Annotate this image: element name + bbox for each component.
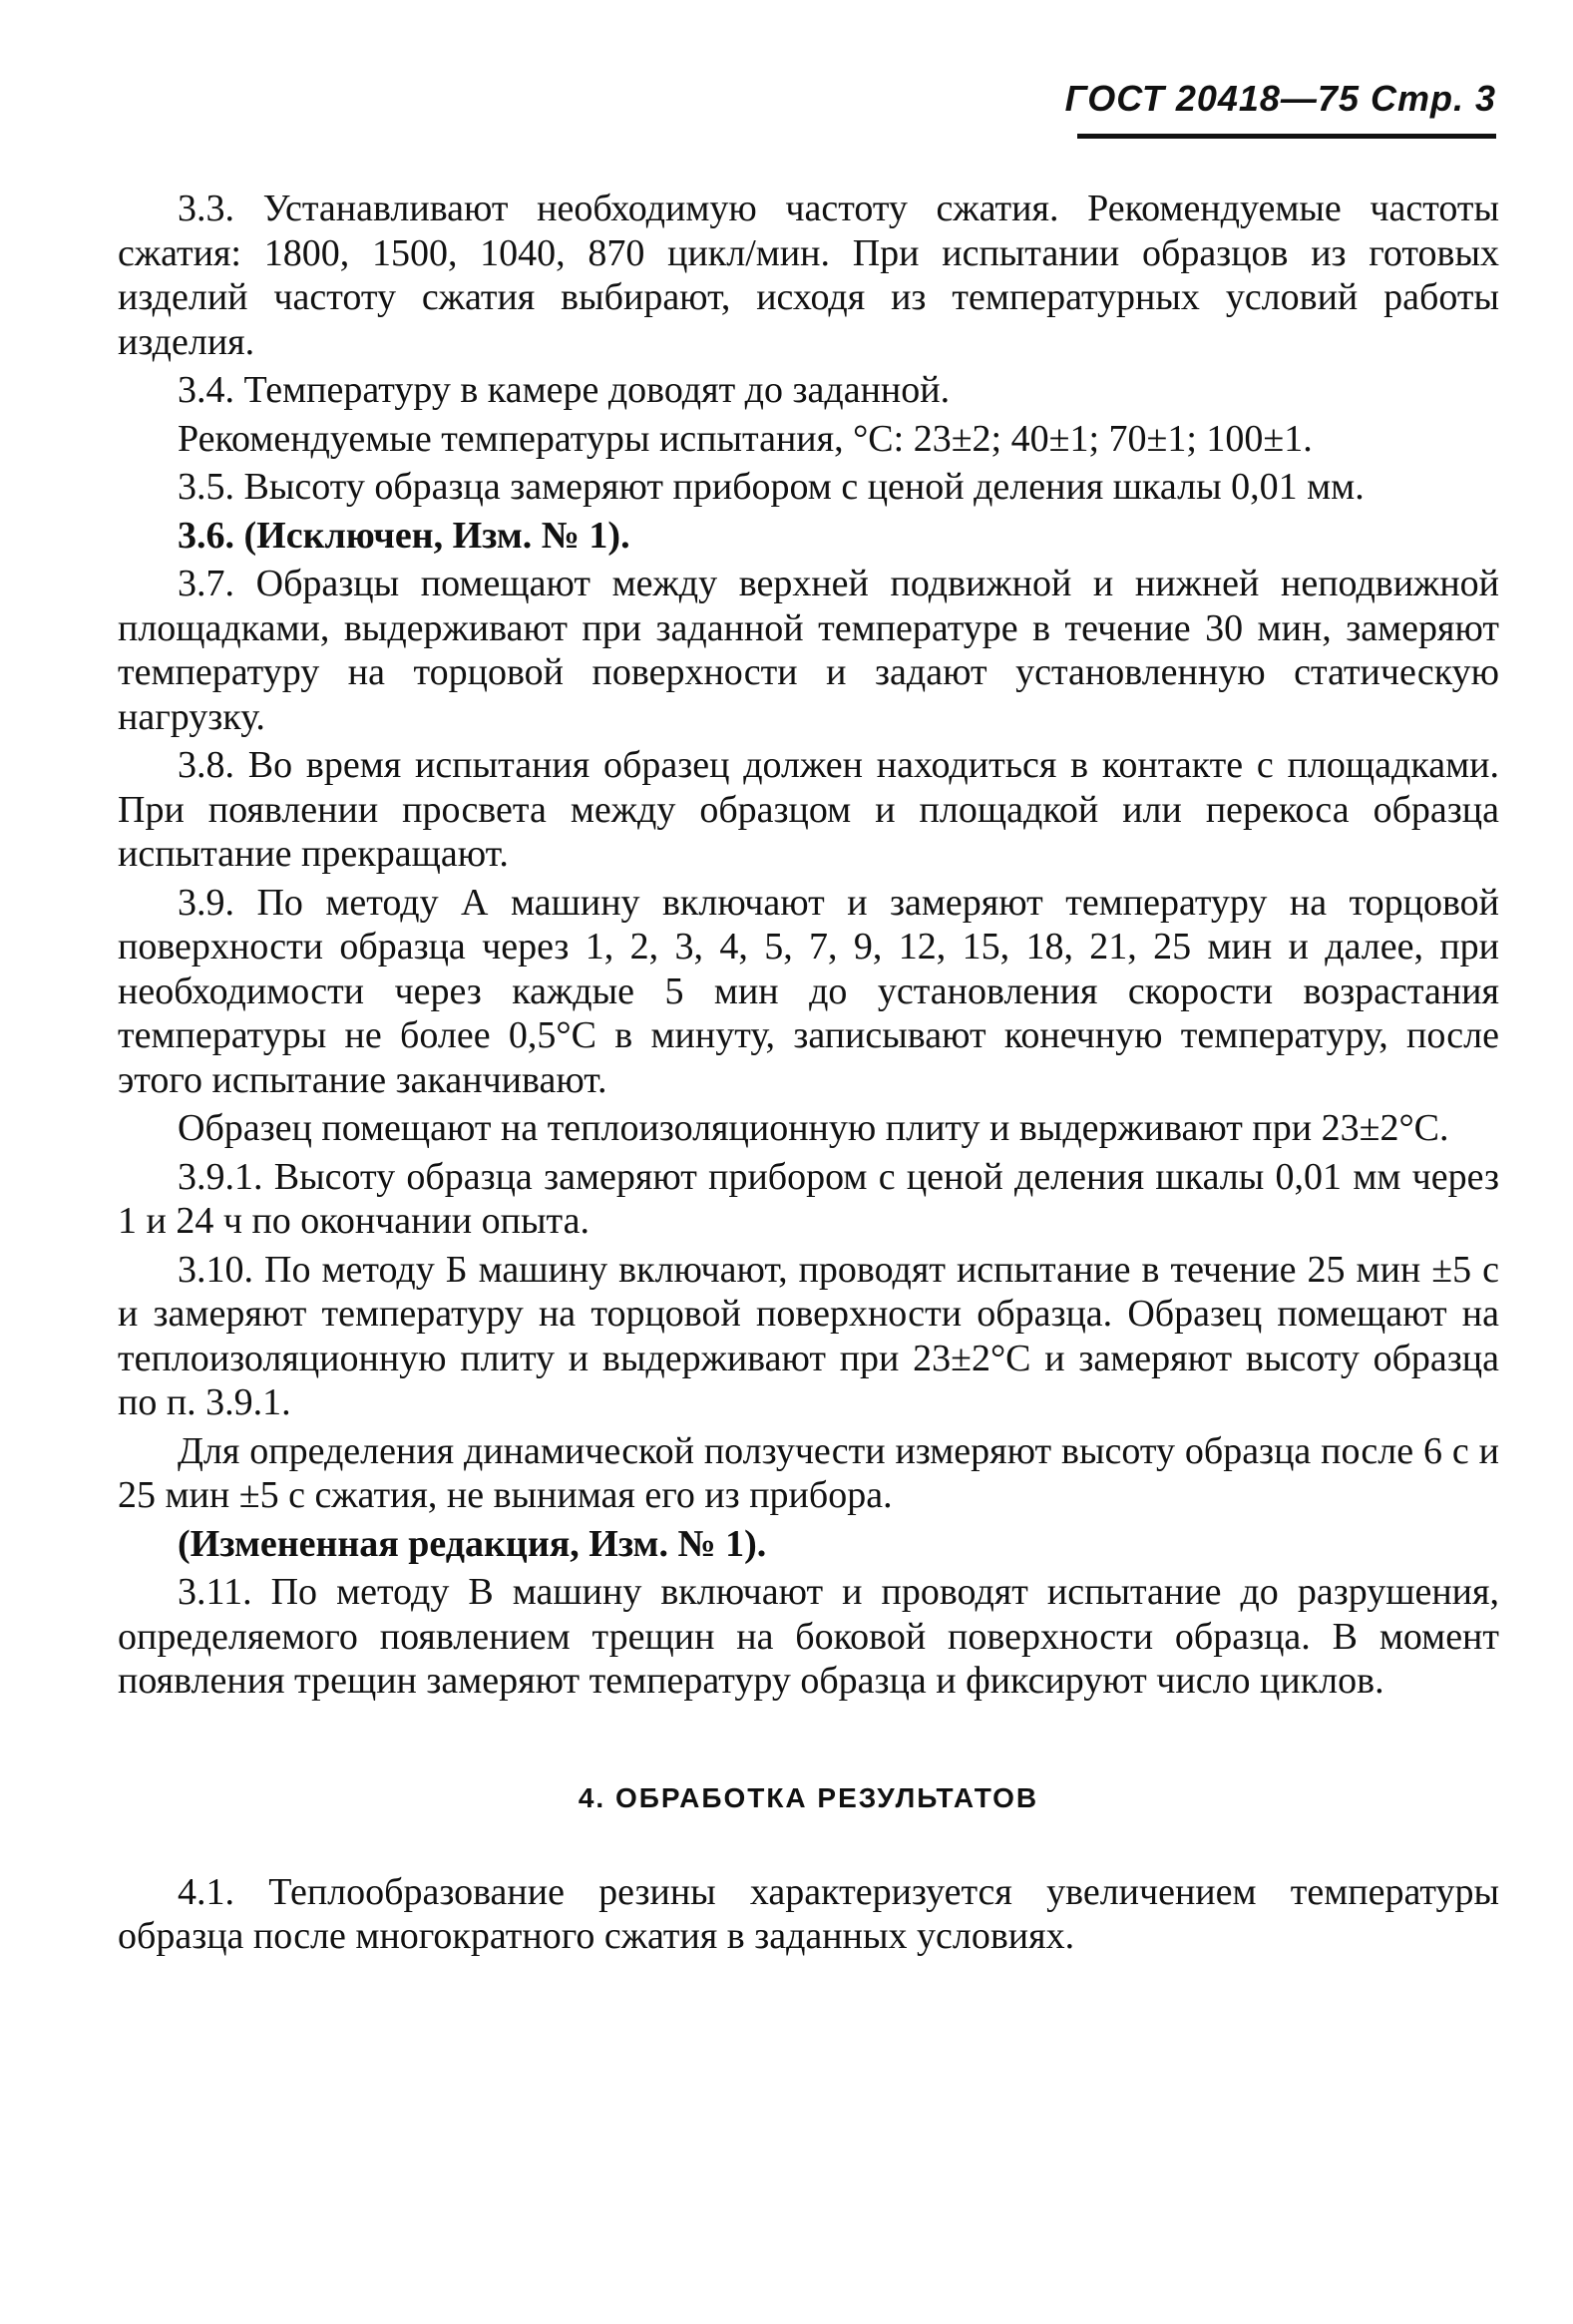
paragraph-3-9-1: 3.9.1. Высоту образца замеряют прибором с ценой деления шкалы 0,01 мм через 1 и 24 ч по окончании опыта. [118, 1155, 1499, 1242]
paragraph-3-5: 3.5. Высоту образца замеряют прибором с ценой деления шкалы 0,01 мм. [178, 466, 1365, 508]
paragraph-3-4: 3.4. Температуру в камере доводят до заданной. [178, 369, 951, 411]
paragraph-3-6: 3.6. (Исключен, Изм. № 1). [178, 514, 630, 557]
page-header [1064, 78, 1496, 139]
paragraph-3-9-continuation: Образец помещают на теплоизоляционную плиту и выдерживают при 23±2°С. [178, 1107, 1449, 1149]
paragraph-3-11: 3.11. По методу В машину включают и проводят испытание до разрушения, определяемого появлением трещин на боковой поверхности образца. В момент появления трещин замеряют температуру образца и фиксируют число циклов. [118, 1571, 1499, 1702]
paragraph-3-8: 3.8. Во время испытания образец должен находиться в контакте с площадками. При появлении просвета между образцом и площадкой или перекоса образца испытание прекращают. [118, 744, 1499, 875]
paragraph-3-10-creep: Для определения динамической ползучести измеряют высоту образца после 6 с и 25 мин ±5 с сжатия, не вынимая его из прибора. [118, 1429, 1499, 1516]
paragraph-4-1: 4.1. Теплообразование резины характеризуется увеличением температуры образца после многократного сжатия в заданных условиях. [118, 1870, 1499, 1957]
paragraph-3-3: 3.3. Устанавливают необходимую частоту сжатия. Рекомендуемые частоты сжатия: 1800, 1500, 1040, 870 цикл/мин. При испытании образцов из готовых изделий частоту сжатия выбирают, исходя из температурных условий работы изделия. [118, 188, 1499, 363]
paragraph-3-7: 3.7. Образцы помещают между верхней подвижной и нижней неподвижной площадками, выдерживают при заданной температуре в течение 30 мин, замеряют температуру на торцовой поверхности и задают установленную статическую нагрузку. [118, 563, 1499, 738]
section-4-title: 4. ОБРАБОТКА РЕЗУЛЬТАТОВ [578, 1781, 1039, 1813]
standard-page-reference: ГОСТ 20418—75 Стр. 3 [1064, 78, 1496, 119]
paragraph-3-4-temperatures: Рекомендуемые температуры испытания, °С: 23±2; 40±1; 70±1; 100±1. [178, 417, 1313, 460]
amendment-note: (Измененная редакция, Изм. № 1). [178, 1522, 767, 1565]
document-body [118, 187, 1499, 1963]
paragraph-3-9: 3.9. По методу А машину включают и замеряют температуру на торцовой поверхности образца через 1, 2, 3, 4, 5, 7, 9, 12, 15, 18, 21, 25 мин и далее, при необходимости через каждые 5 мин до установления скорости возрастания температуры не более 0,5°С в минуту, записывают конечную температуру, после этого испытание заканчивают. [118, 881, 1499, 1101]
paragraph-3-10: 3.10. По методу Б машину включают, проводят испытание в течение 25 мин ±5 с и замеряют температуру на торцовой поверхности образца. Образец помещают на теплоизоляционную плиту и выдерживают при 23±2°С и замеряют высоту образца по п. 3.9.1. [118, 1248, 1499, 1423]
